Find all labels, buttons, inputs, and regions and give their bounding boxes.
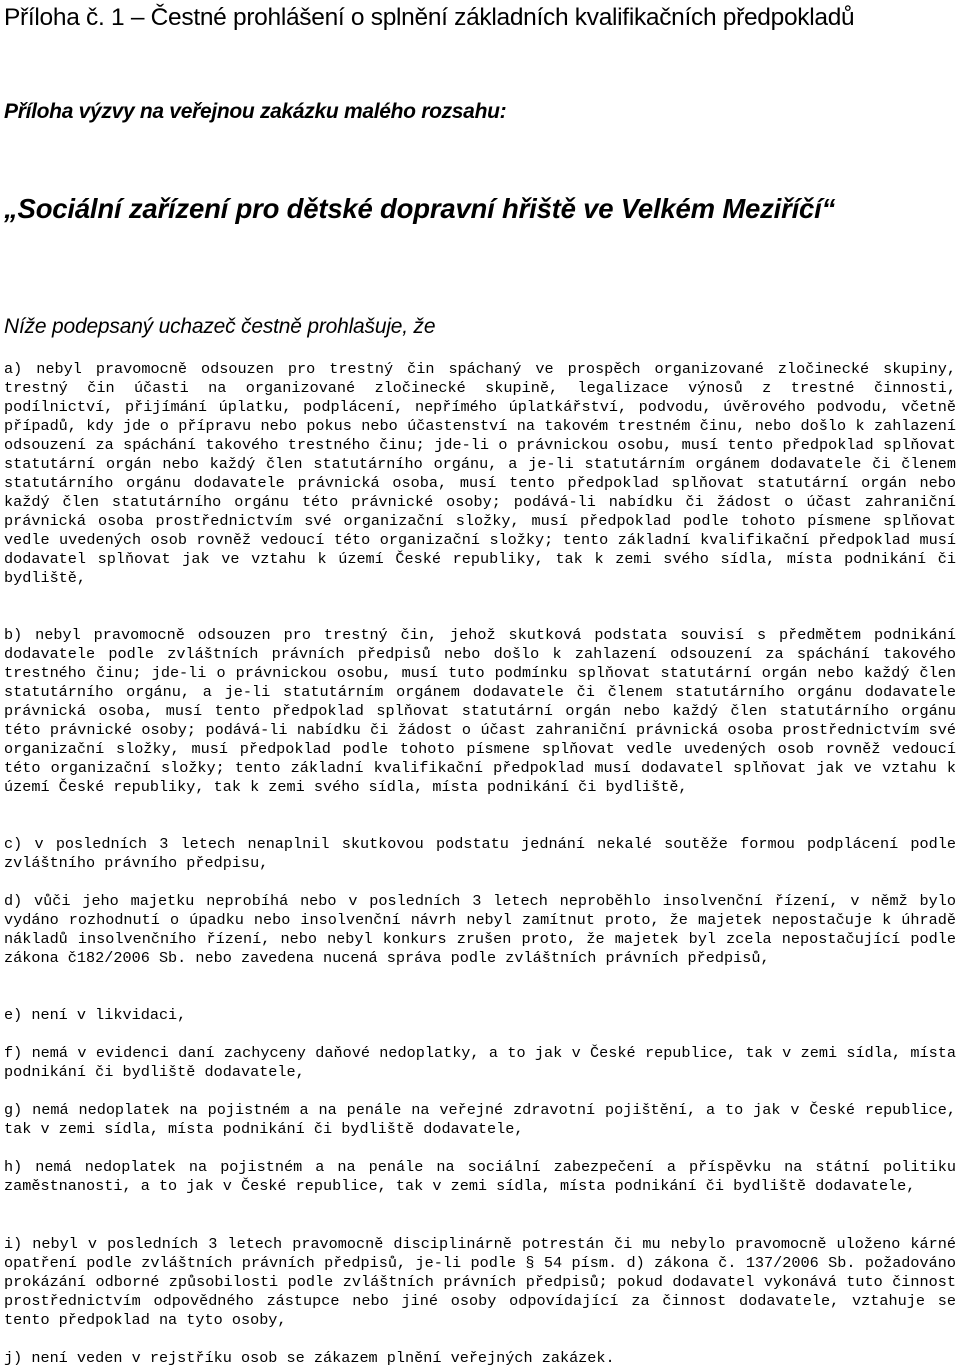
document-title: Příloha č. 1 – Čestné prohlášení o splnění základních kvalifikačních předpokladů [4,4,855,31]
clause-b: b) nebyl pravomocně odsouzen pro trestný čin, jehož skutková podstata souvisí s předmětem podnikání dodavatele podle zvláštních právních předpisů nebo došlo k zahlazení odsouzení za spáchání takového trestného činu; jde-li o právnickou osobu, musí tuto podmínku splňovat statutární orgán nebo každý člen statutárního orgánu, a je-li statutárním orgánem dodavatele či členem statutárního orgánu dodavatele právnická osoba, musí tento předpoklad splňovat statutární orgán nebo každý člen statutárního orgánu této právnické osoby; podává-li nabídku či žádost o účast zahraniční právnická osoba prostřednictvím své organizační složky, musí předpoklad podle tohoto písmene splňovat vedle uvedených osob rovněž vedoucí této organizační složky; tento základní kvalifikační předpoklad musí dodavatel splňovat jak ve vztahu k území České republiky, tak k zemi svého sídla, místa podnikání či bydliště, [4,626,956,796]
clause-f: f) nemá v evidenci daní zachyceny daňové nedoplatky, a to jak v České republice, tak v zemi sídla, místa podnikání či bydliště dodavatele, [4,1044,956,1081]
clause-d: d) vůči jeho majetku neprobíhá nebo v posledních 3 letech neproběhlo insolvenční řízení, v němž bylo vydáno rozhodnutí o úpadku nebo insolvenční návrh nebyl zamítnut proto, že majetek nepostačuje k úhradě nákladů insolvenčního řízení, nebo nebyl konkurs zrušen proto, že majetek byl zcela nepostačující podle zákona č182/2006 Sb. nebo zavedena nucená správa podle zvláštních právních předpisů, [4,892,956,967]
clause-h: h) nemá nedoplatek na pojistném a na penále na sociální zabezpečení a příspěvku na státní politiku zaměstnanosti, a to jak v České republice, tak v zemi sídla, místa podnikání či bydliště dodavatele, [4,1158,956,1195]
document-subtitle: Příloha výzvy na veřejnou zakázku malého rozsahu: [4,100,507,123]
clause-a: a) nebyl pravomocně odsouzen pro trestný čin spáchaný ve prospěch organizované zločinecké skupiny, trestný čin účasti na organizované zločinecké skupině, legalizace výnosů z trestné činnosti, podílnictví, přijímání úplatku, podplácení, nepřímého úplatkářství, podvodu, úvěrového podvodu, včetně případů, kdy jde o přípravu nebo pokus nebo účastenství na takovém trestném činu, nebo došlo k zahlazení odsouzení za spáchání takového trestného činu; jde-li o právnickou osobu, musí tento předpoklad splňovat statutární orgán nebo každý člen statutárního orgánu, a je-li statutárním orgánem dodavatele či členem statutárního orgánu dodavatele právnická osoba, musí tento předpoklad splňovat statutární orgán nebo každý člen statutárního orgánu této právnické osoby; podává-li nabídku či žádost o účast zahraniční právnická osoba prostřednictvím své organizační složky, musí předpoklad podle tohoto písmene splňovat vedle uvedených osob rovněž vedoucí této organizační složky; tento základní kvalifikační předpoklad musí dodavatel splňovat jak ve vztahu k území České republiky, tak k zemi svého sídla, místa podnikání či bydliště, [4,360,956,587]
clause-g: g) nemá nedoplatek na pojistném a na penále na veřejné zdravotní pojištění, a to jak v České republice, tak v zemi sídla, místa podnikání či bydliště dodavatele, [4,1101,956,1138]
clause-c: c) v posledních 3 letech nenaplnil skutkovou podstatu jednání nekalé soutěže formou podplácení podle zvláštního právního předpisu, [4,835,956,872]
clause-e: e) není v likvidaci, [4,1006,187,1024]
clause-j: j) není veden v rejstříku osob se zákazem plnění veřejných zakázek. [4,1349,615,1367]
project-name: „Sociální zařízení pro dětské dopravní hřiště ve Velkém Meziříčí“ [4,193,836,224]
declaration-intro: Níže podepsaný uchazeč čestně prohlašuje, že [4,315,436,338]
clause-i: i) nebyl v posledních 3 letech pravomocně disciplinárně potrestán či mu nebylo pravomocně uloženo kárné opatření podle zvláštních právních předpisů, je-li podle § 54 písm. d) zákona č. 137/2006 Sb. požadováno prokázání odborné způsobilosti podle zvláštních právních předpisů; pokud dodavatel vykonává tuto činnost prostřednictvím odpovědného zástupce nebo jiné osoby odpovídající za činnost dodavatele, vztahuje se tento předpoklad na tyto osoby, [4,1235,956,1329]
